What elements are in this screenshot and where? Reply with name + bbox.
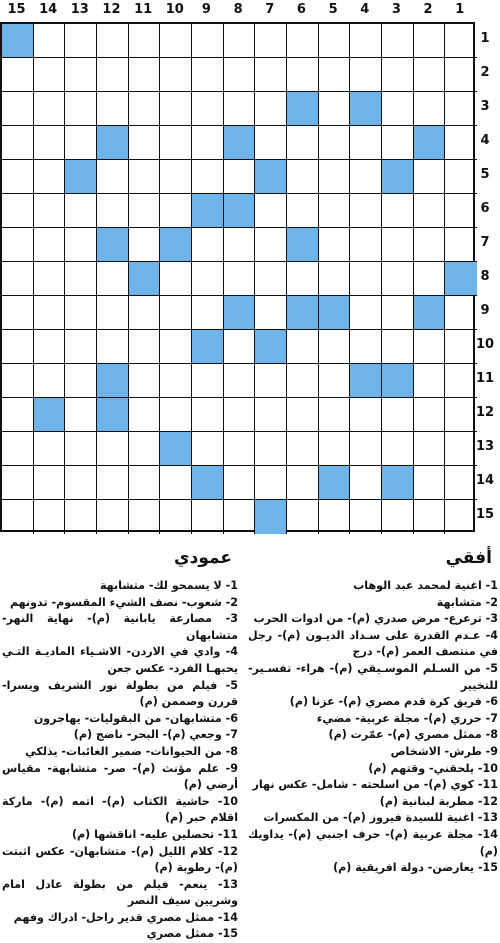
grid-cell[interactable] xyxy=(129,228,161,262)
block-cell xyxy=(287,228,319,262)
grid-cell[interactable] xyxy=(2,330,34,364)
grid-cell[interactable] xyxy=(255,126,287,160)
block-cell xyxy=(192,466,224,500)
grid-cell[interactable] xyxy=(414,24,446,58)
grid-cell[interactable] xyxy=(97,262,129,296)
grid-cell[interactable] xyxy=(255,432,287,466)
grid-cell[interactable] xyxy=(2,126,34,160)
block-cell xyxy=(255,160,287,194)
grid-cell[interactable] xyxy=(65,24,97,58)
block-cell xyxy=(65,160,97,194)
column-number: 8 xyxy=(233,2,243,17)
grid-cell[interactable] xyxy=(350,228,382,262)
grid-cell[interactable] xyxy=(255,296,287,330)
across-clue: 3- ترعرع- مرض صدري (م)- من ادوات الحرب xyxy=(253,612,498,626)
across-clue: 13- اغنية للسيدة فيروز (م)- من المكسرات xyxy=(263,811,498,825)
across-clue: 11- كوي (م)- من اسلحته - شامل- عكس نهار xyxy=(252,778,498,792)
across-clue: 14- مجلة عربية (م)- حرف اجنبي (م)- يداويك (م) xyxy=(248,827,498,858)
grid-cell[interactable] xyxy=(160,58,192,92)
row-number: 11 xyxy=(475,371,495,386)
across-clue: 8- ممثل مصري (م)- عمّرت (م) xyxy=(328,728,498,742)
block-cell xyxy=(224,126,256,160)
grid-cell[interactable] xyxy=(34,296,66,330)
row-number: 8 xyxy=(480,269,490,284)
grid-cell[interactable] xyxy=(192,432,224,466)
grid-cell[interactable] xyxy=(160,364,192,398)
down-clue: 15- ممثل مصري xyxy=(146,927,238,941)
grid-cell[interactable] xyxy=(319,194,351,228)
grid-cell[interactable] xyxy=(255,24,287,58)
grid-cell[interactable] xyxy=(97,24,129,58)
grid-cell[interactable] xyxy=(287,466,319,500)
crossword-grid xyxy=(0,22,475,532)
grid-cell[interactable] xyxy=(65,126,97,160)
row-numbers xyxy=(470,22,500,532)
grid-cell[interactable] xyxy=(160,500,192,534)
grid-cell[interactable] xyxy=(65,194,97,228)
grid-cell[interactable] xyxy=(382,58,414,92)
grid-cell[interactable] xyxy=(319,24,351,58)
grid-cell[interactable] xyxy=(97,500,129,534)
grid-cell[interactable] xyxy=(382,432,414,466)
block-cell xyxy=(287,92,319,126)
down-clue: 5- فيلم من بطولة نور الشريف ويسرا- قررن وصممن (م) xyxy=(2,678,238,709)
grid-cell[interactable] xyxy=(97,330,129,364)
grid-cell[interactable] xyxy=(287,194,319,228)
grid-cell[interactable] xyxy=(160,296,192,330)
block-cell xyxy=(97,228,129,262)
grid-cell[interactable] xyxy=(160,466,192,500)
across-clue: 1- اغنية لمحمد عبد الوهاب xyxy=(353,579,498,592)
grid-cell[interactable] xyxy=(97,432,129,466)
grid-cell[interactable] xyxy=(287,330,319,364)
grid-cell[interactable] xyxy=(287,398,319,432)
grid-cell[interactable] xyxy=(319,58,351,92)
block-cell xyxy=(160,228,192,262)
grid-cell[interactable] xyxy=(129,24,161,58)
grid-cell[interactable] xyxy=(255,364,287,398)
block-cell xyxy=(350,364,382,398)
grid-cell[interactable] xyxy=(414,58,446,92)
block-cell xyxy=(382,160,414,194)
grid-cell[interactable] xyxy=(2,58,34,92)
grid-cell[interactable] xyxy=(382,500,414,534)
grid-cell[interactable] xyxy=(224,500,256,534)
grid-cell[interactable] xyxy=(34,364,66,398)
row-number: 9 xyxy=(480,303,490,318)
grid-cell[interactable] xyxy=(382,398,414,432)
block-cell xyxy=(382,466,414,500)
grid-cell[interactable] xyxy=(97,194,129,228)
grid-cell[interactable] xyxy=(34,24,66,58)
grid-cell[interactable] xyxy=(65,330,97,364)
grid-cell[interactable] xyxy=(34,160,66,194)
grid-cell[interactable] xyxy=(65,92,97,126)
grid-cell[interactable] xyxy=(414,330,446,364)
grid-cell[interactable] xyxy=(2,228,34,262)
column-number: 2 xyxy=(423,2,433,17)
grid-cell[interactable] xyxy=(382,24,414,58)
grid-cell[interactable] xyxy=(34,58,66,92)
grid-cell[interactable] xyxy=(192,262,224,296)
column-number: 4 xyxy=(360,2,370,17)
row-number: 12 xyxy=(475,405,495,420)
column-number: 1 xyxy=(455,2,465,17)
grid-cell[interactable] xyxy=(287,160,319,194)
grid-cell[interactable] xyxy=(224,160,256,194)
down-clues xyxy=(2,548,238,943)
grid-cell[interactable] xyxy=(224,262,256,296)
row-number: 6 xyxy=(480,201,490,216)
grid-cell[interactable] xyxy=(65,500,97,534)
grid-cell[interactable] xyxy=(129,160,161,194)
grid-cell[interactable] xyxy=(97,296,129,330)
grid-cell[interactable] xyxy=(2,466,34,500)
grid-cell[interactable] xyxy=(224,432,256,466)
grid-cell[interactable] xyxy=(350,24,382,58)
grid-cell[interactable] xyxy=(129,194,161,228)
block-cell xyxy=(414,126,446,160)
grid-cell[interactable] xyxy=(2,398,34,432)
grid-cell[interactable] xyxy=(255,194,287,228)
grid-cell[interactable] xyxy=(65,228,97,262)
grid-cell[interactable] xyxy=(382,262,414,296)
across-clue: 12- مطربة لبنانية (م) xyxy=(379,794,498,808)
clues-section xyxy=(0,548,500,941)
row-number: 2 xyxy=(480,65,490,80)
grid-cell[interactable] xyxy=(287,126,319,160)
grid-cell[interactable] xyxy=(350,296,382,330)
down-heading: عمودي xyxy=(174,548,232,568)
grid-cell[interactable] xyxy=(350,398,382,432)
grid-cell[interactable] xyxy=(319,228,351,262)
grid-cell[interactable] xyxy=(192,92,224,126)
grid-cell[interactable] xyxy=(382,330,414,364)
grid-cell[interactable] xyxy=(129,432,161,466)
grid-cell[interactable] xyxy=(319,500,351,534)
grid-cell[interactable] xyxy=(65,296,97,330)
block-cell xyxy=(192,330,224,364)
block-cell xyxy=(350,92,382,126)
grid-cell[interactable] xyxy=(319,160,351,194)
block-cell xyxy=(97,364,129,398)
grid-cell[interactable] xyxy=(287,24,319,58)
across-clue-list xyxy=(248,578,498,877)
grid-cell[interactable] xyxy=(382,92,414,126)
column-number: 9 xyxy=(201,2,211,17)
block-cell xyxy=(224,194,256,228)
down-clue: 10- حاشية الكتاب (م)- اتمه (م)- ماركة اقلام حبر (م) xyxy=(2,794,238,825)
grid-cell[interactable] xyxy=(287,58,319,92)
grid-cell[interactable] xyxy=(287,364,319,398)
grid-cell[interactable] xyxy=(129,296,161,330)
block-cell xyxy=(319,466,351,500)
grid-cell[interactable] xyxy=(2,262,34,296)
grid-cell[interactable] xyxy=(65,364,97,398)
down-clue: 9- علم مؤنث (م)- صر- متشابهة- مقياس أرضي (م) xyxy=(2,761,238,792)
grid-cell[interactable] xyxy=(129,92,161,126)
grid-cell[interactable] xyxy=(224,466,256,500)
grid-cell[interactable] xyxy=(97,58,129,92)
grid-cell[interactable] xyxy=(224,398,256,432)
grid-cell[interactable] xyxy=(255,92,287,126)
grid-cell[interactable] xyxy=(350,262,382,296)
row-number: 7 xyxy=(480,235,490,250)
row-number: 13 xyxy=(475,439,495,454)
grid-cell[interactable] xyxy=(319,126,351,160)
grid-cell[interactable] xyxy=(350,194,382,228)
grid-cell[interactable] xyxy=(255,262,287,296)
across-clue: 6- فريق كرة قدم مصري (م)- عزنا (م) xyxy=(289,695,498,709)
grid-cell[interactable] xyxy=(350,126,382,160)
across-clues xyxy=(248,548,498,877)
column-number: 10 xyxy=(165,2,184,17)
grid-cell[interactable] xyxy=(319,398,351,432)
grid-cell[interactable] xyxy=(160,24,192,58)
row-number: 1 xyxy=(480,31,490,46)
row-number: 5 xyxy=(480,167,490,182)
grid-cell[interactable] xyxy=(414,92,446,126)
grid-cell[interactable] xyxy=(224,92,256,126)
grid-cell[interactable] xyxy=(192,160,224,194)
column-numbers xyxy=(0,0,500,22)
grid-cell[interactable] xyxy=(350,466,382,500)
grid-cell[interactable] xyxy=(129,500,161,534)
grid-cell[interactable] xyxy=(224,24,256,58)
grid-cell[interactable] xyxy=(192,58,224,92)
across-clue: 2- متشابهة xyxy=(436,595,498,609)
block-cell xyxy=(97,398,129,432)
block-cell xyxy=(255,500,287,534)
grid-cell[interactable] xyxy=(224,364,256,398)
grid-cell[interactable] xyxy=(192,24,224,58)
down-clue: 12- كلام الليل (م)- متشابهان- عكس اثبتت (م)- رطوبة (م) xyxy=(2,844,238,875)
grid-cell[interactable] xyxy=(2,296,34,330)
grid-cell[interactable] xyxy=(192,228,224,262)
row-number: 4 xyxy=(480,133,490,148)
grid-cell[interactable] xyxy=(34,330,66,364)
grid-cell[interactable] xyxy=(350,160,382,194)
grid-cell[interactable] xyxy=(34,500,66,534)
across-clue: 9- طرش- الاشخاص xyxy=(390,744,498,758)
grid-cell[interactable] xyxy=(255,58,287,92)
grid-cell[interactable] xyxy=(287,500,319,534)
grid-cell[interactable] xyxy=(350,500,382,534)
block-cell xyxy=(414,296,446,330)
grid-cell[interactable] xyxy=(2,194,34,228)
grid-cell[interactable] xyxy=(382,126,414,160)
column-number: 11 xyxy=(134,2,153,17)
grid-cell[interactable] xyxy=(34,262,66,296)
grid-cell[interactable] xyxy=(129,58,161,92)
down-clue: 8- من الحيوانات- ضمير الغائبات- يذلكي xyxy=(25,744,238,758)
grid-cell[interactable] xyxy=(192,500,224,534)
grid-cell[interactable] xyxy=(414,364,446,398)
block-cell xyxy=(2,24,34,58)
grid-cell[interactable] xyxy=(160,92,192,126)
down-clue: 6- متشابهان- من البقوليات- يهاجرون xyxy=(33,711,238,725)
down-clue: 14- ممثل مصري قدير راحل- ادراك وفهم xyxy=(13,910,238,924)
column-number: 7 xyxy=(265,2,275,17)
row-number: 15 xyxy=(475,507,495,522)
across-clue: 15- يعارضن- دولة افريقية (م) xyxy=(333,861,498,875)
grid-cell[interactable] xyxy=(34,92,66,126)
grid-cell[interactable] xyxy=(34,126,66,160)
grid-cell[interactable] xyxy=(319,92,351,126)
grid-cell[interactable] xyxy=(34,194,66,228)
column-number: 14 xyxy=(39,2,58,17)
across-clue: 10- يلحقني- وقتهم (م) xyxy=(368,761,498,775)
grid-cell[interactable] xyxy=(97,92,129,126)
across-clue: 5- من السـلم الموسـيقي (م)- هراء- تفسـير- للتخيير xyxy=(248,661,498,692)
grid-cell[interactable] xyxy=(414,466,446,500)
grid-cell[interactable] xyxy=(414,398,446,432)
grid-cell[interactable] xyxy=(414,500,446,534)
block-cell xyxy=(129,262,161,296)
grid-cell[interactable] xyxy=(34,228,66,262)
grid-cell[interactable] xyxy=(414,432,446,466)
grid-cell[interactable] xyxy=(65,398,97,432)
grid-cell[interactable] xyxy=(129,364,161,398)
grid-cell[interactable] xyxy=(2,432,34,466)
column-number: 3 xyxy=(391,2,401,17)
row-number: 10 xyxy=(475,337,495,352)
grid-cell[interactable] xyxy=(65,58,97,92)
grid-cell[interactable] xyxy=(65,262,97,296)
grid-cell[interactable] xyxy=(129,466,161,500)
grid-cell[interactable] xyxy=(382,296,414,330)
block-cell xyxy=(319,296,351,330)
grid-cell[interactable] xyxy=(65,466,97,500)
block-cell xyxy=(382,364,414,398)
across-heading: أفقي xyxy=(445,548,492,568)
column-number: 6 xyxy=(296,2,306,17)
grid-cell[interactable] xyxy=(224,58,256,92)
grid-cell[interactable] xyxy=(2,160,34,194)
down-clue: 1- لا يسمحو لك- متشابهة xyxy=(99,579,238,592)
grid-cell[interactable] xyxy=(414,228,446,262)
block-cell xyxy=(192,194,224,228)
down-clue: 3- مصارعة يابانية (م)- نهاية النهر- متشابهان xyxy=(2,612,238,642)
grid-cell[interactable] xyxy=(160,194,192,228)
row-number: 14 xyxy=(475,473,495,488)
grid-cell[interactable] xyxy=(350,58,382,92)
block-cell xyxy=(224,296,256,330)
grid-cell[interactable] xyxy=(350,330,382,364)
grid-cell[interactable] xyxy=(414,262,446,296)
grid-cell[interactable] xyxy=(192,398,224,432)
grid-cell[interactable] xyxy=(34,466,66,500)
grid-cell[interactable] xyxy=(97,160,129,194)
grid-cell[interactable] xyxy=(350,432,382,466)
column-number: 15 xyxy=(7,2,26,17)
grid-cell[interactable] xyxy=(97,466,129,500)
grid-cell[interactable] xyxy=(382,194,414,228)
grid-cell[interactable] xyxy=(160,330,192,364)
grid-cell[interactable] xyxy=(255,398,287,432)
grid-cell[interactable] xyxy=(129,330,161,364)
column-number: 5 xyxy=(328,2,338,17)
grid-cell[interactable] xyxy=(319,432,351,466)
down-clue: 13- ينعم- فيلم من بطولة عادل امام وشريين سيف النصر xyxy=(2,877,238,908)
grid-cell[interactable] xyxy=(224,330,256,364)
across-clue: 7- حرري (م)- مجلة عربية- مضيء xyxy=(316,711,498,725)
grid-cell[interactable] xyxy=(2,500,34,534)
grid-cell[interactable] xyxy=(160,398,192,432)
grid-cell[interactable] xyxy=(160,160,192,194)
grid-cell[interactable] xyxy=(2,364,34,398)
down-clue: 7- وجعي (م)- البحر- ناضج (م) xyxy=(73,728,238,742)
grid-cell[interactable] xyxy=(192,126,224,160)
row-number: 3 xyxy=(480,99,490,114)
grid-cell[interactable] xyxy=(129,398,161,432)
grid-cell[interactable] xyxy=(287,262,319,296)
down-clue-list xyxy=(2,578,238,943)
grid-cell[interactable] xyxy=(2,92,34,126)
across-clue: 4- عـدم القدرة على سـداد الديـون (م)- رجل في منتصف العمر (م)- درج xyxy=(248,628,498,659)
grid-cell[interactable] xyxy=(255,228,287,262)
grid-cell[interactable] xyxy=(414,194,446,228)
grid-cell[interactable] xyxy=(160,126,192,160)
grid-cell[interactable] xyxy=(129,126,161,160)
grid-cell[interactable] xyxy=(224,228,256,262)
down-clue: 2- شعوب- نصف الشيء المقسوم- تدونهم xyxy=(9,595,238,609)
grid-cell[interactable] xyxy=(382,228,414,262)
block-cell xyxy=(34,398,66,432)
block-cell xyxy=(97,126,129,160)
down-clue: 4- وادي في الاردن- الاشـياء الماديـة التـي يحبهـا الفرد- عكس جعن xyxy=(2,645,238,675)
grid-cell[interactable] xyxy=(319,262,351,296)
grid-cell[interactable] xyxy=(65,432,97,466)
down-clue: 11- تحصلين عليه- اناقشها (م) xyxy=(71,827,238,841)
grid-cell[interactable] xyxy=(192,364,224,398)
grid-cell[interactable] xyxy=(34,432,66,466)
block-cell xyxy=(255,330,287,364)
grid-cell[interactable] xyxy=(192,296,224,330)
column-number: 12 xyxy=(102,2,121,17)
grid-cell[interactable] xyxy=(319,364,351,398)
grid-cell[interactable] xyxy=(414,160,446,194)
grid-cell[interactable] xyxy=(255,466,287,500)
grid-cell[interactable] xyxy=(160,262,192,296)
block-cell xyxy=(287,296,319,330)
column-number: 13 xyxy=(70,2,89,17)
block-cell xyxy=(160,432,192,466)
grid-cell[interactable] xyxy=(319,330,351,364)
grid-cell[interactable] xyxy=(287,432,319,466)
